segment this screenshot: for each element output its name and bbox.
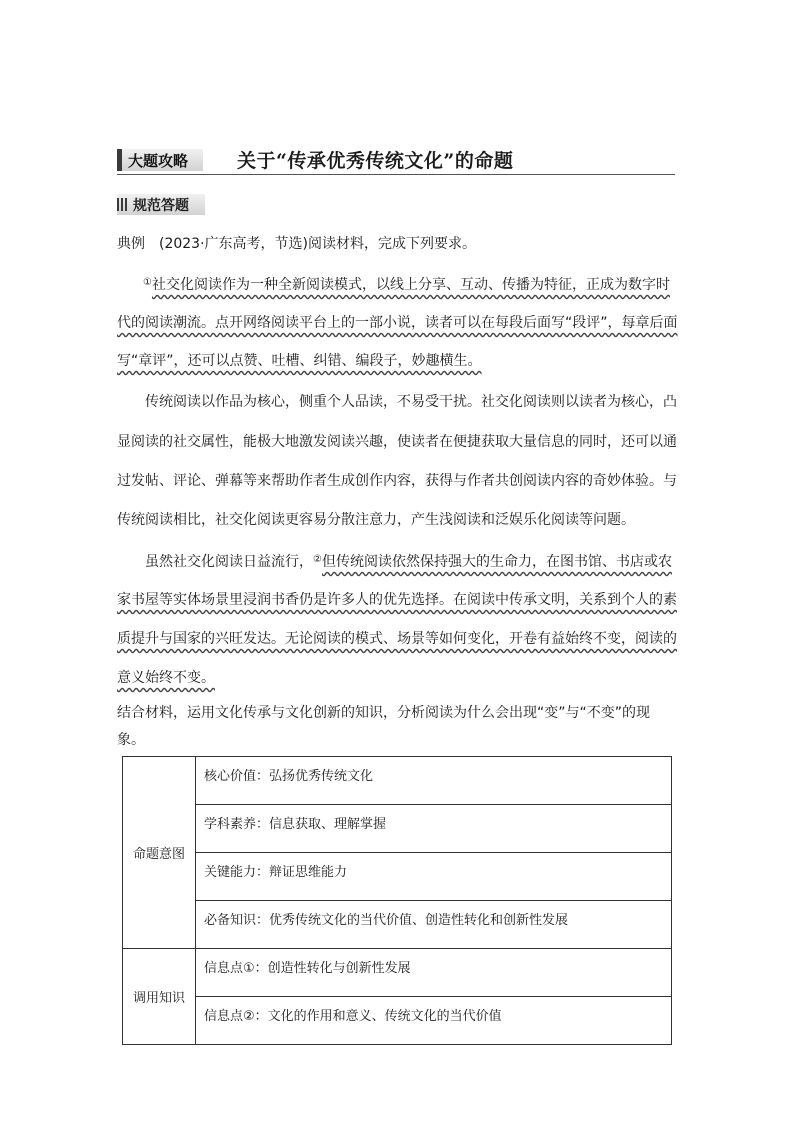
marker-2: ② [313,554,322,565]
passage-text: 虽然社交化阅读日益流行， [145,554,313,570]
passage-line: 传统阅读以作品为核心，侧重个人品读，不易受干扰。社交化阅读则以读者为核心，凸 [145,394,677,410]
underlined-text: 家书屋等实体场景里浸润书香仍是许多人的优先选择。在阅读中传承文明，关系到个人的素 [117,592,677,608]
passage-line [117,629,677,649]
topic-tag-label: 大题攻略 [128,151,189,170]
passage-line [117,668,677,688]
table-group-label: 调用知识 [123,949,196,1045]
marker-1: ① [143,277,152,288]
example-intro: 典例 (2023·广东高考，节选)阅读材料，完成下列要求。 [117,236,477,252]
table-cell: 核心价值：弘扬优秀传统文化 [196,757,672,805]
section-label [117,194,205,215]
underlined-text: 代的阅读潮流。点开网络阅读平台上的一部小说，读者可以在每段后面写“段评”，每章后面 [117,315,678,331]
table-cell: 信息点②：文化的作用和意义、传统文化的当代价值 [196,997,672,1045]
tag-bar [117,149,122,171]
passage-line: 过发帖、评论、弹幕等来帮助作者生成创作内容，获得与作者共创阅读内容的奇妙体验。与 [117,473,677,489]
underlined-text: 意义始终不变。 [117,670,215,686]
topic-tag [117,149,203,171]
passage-line [117,313,677,333]
passage-line: 显阅读的社交属性，能极大地激发阅读兴趣，使读者在便捷获取大量信息的同时，还可以通 [117,434,677,450]
passage-line [117,550,705,572]
table-cell: 必备知识：优秀传统文化的当代价值、创造性转化和创新性发展 [196,901,672,949]
table-cell: 学科素养：信息获取、理解掌握 [196,805,672,853]
passage-line [117,351,677,371]
page-title: 关于“传承优秀传统文化”的命题 [237,150,514,172]
underlined-text: 写“章评”，还可以点赞、吐槽、纠错、编段子，妙趣横生。 [117,353,482,369]
section-header [117,146,675,175]
passage-line [117,590,677,610]
underlined-text: 社交化阅读作为一种全新阅读模式，以线上分享、互动、传播为特征，正成为数字时 [151,277,670,293]
question-line: 象。 [117,732,145,748]
underlined-text: 质提升与国家的兴旺发达。无论阅读的模式、场景等如何变化，开卷有益始终不变，阅读的 [117,631,677,647]
table-group-label: 命题意图 [123,757,196,949]
passage-line: 传统阅读相比，社交化阅读更容易分散注意力，产生浅阅读和泛娱乐化阅读等问题。 [117,512,635,528]
section-label-text: 规范答题 [133,197,189,214]
section-bars-icon [117,198,127,211]
table-cell: 信息点①：创造性转化与创新性发展 [196,949,672,997]
analysis-table [122,756,672,1045]
table-cell: 关键能力：辩证思维能力 [196,853,672,901]
underlined-text: 但传统阅读依然保持强大的生命力，在图书馆、书店或农 [321,554,672,570]
question-line: 结合材料，运用文化传承与文化创新的知识，分析阅读为什么会出现“变”与“不变”的现 [117,705,651,721]
passage-line [117,273,703,295]
